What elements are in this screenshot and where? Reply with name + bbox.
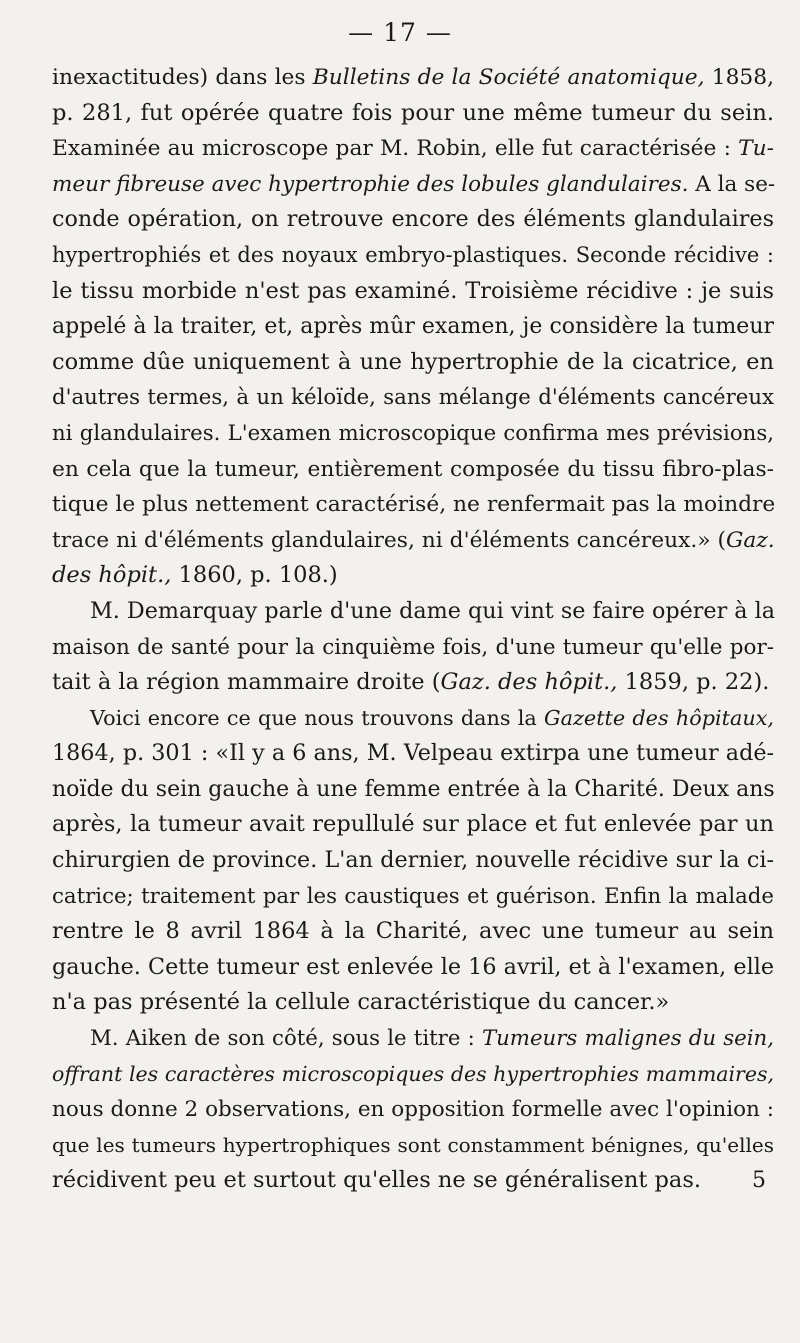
italic-text: Bulletins de la Société anatomique, — [312, 65, 705, 90]
text-line — [52, 843, 774, 879]
text-run: A la se- — [688, 171, 776, 197]
text-line — [52, 487, 774, 523]
italic-text: des hôpit., — [52, 562, 172, 589]
text-run: inexactitudes) dans les — [52, 65, 313, 90]
italic-text: Gaz. — [725, 527, 775, 553]
text-run: que les tumeurs hypertrophiques sont constamment bénignes, qu'elles — [52, 1132, 774, 1157]
text-line — [52, 558, 774, 594]
text-line — [52, 736, 774, 772]
italic-text: meur fibreuse avec hypertrophie des lobules glandulaires. — [52, 171, 689, 197]
text-line — [52, 950, 774, 986]
text-run: n'a pas présenté la cellule caractéristique du cancer.» — [52, 989, 670, 1016]
text-line — [52, 416, 774, 452]
text-line — [52, 701, 774, 737]
text-run: nous donne 2 observations, en opposition formelle avec l'opinion : — [52, 1097, 774, 1123]
text-run: trace ni d'éléments glandulaires, ni d'éléments cancéreux.» ( — [52, 527, 726, 553]
text-run: récidivent peu et surtout qu'elles ne se généralisent pas. — [52, 1167, 702, 1194]
text-line — [52, 238, 774, 274]
text-run: 1860, p. 108.) — [171, 562, 338, 589]
text-line — [52, 772, 774, 808]
text-line — [52, 452, 774, 488]
text-run: tait à la région mammaire droite ( — [52, 669, 441, 696]
text-line — [52, 1021, 774, 1057]
text-line — [52, 807, 774, 843]
text-run: ni glandulaires. L'examen microscopique confirma mes prévisions, — [52, 420, 774, 446]
text-line — [52, 1128, 774, 1164]
text-run: 1859, p. 22). — [617, 669, 770, 696]
page-number: — 17 — — [348, 18, 452, 47]
text-run: catrice; traitement par les caustiques et guérison. Enfin la malade — [52, 883, 774, 909]
italic-text: offrant les caractères microscopiques des hypertrophies mammaires, — [52, 1061, 774, 1086]
text-line — [52, 60, 774, 96]
text-line — [52, 523, 774, 559]
text-run: après, la tumeur avait repullulé sur place et fut enlevée par un — [52, 811, 774, 838]
italic-text: Tu- — [738, 136, 774, 162]
text-run: Examinée au microscope par M. Robin, elle fut caractérisée : — [52, 136, 739, 162]
italic-text: Gazette des hôpitaux, — [544, 705, 774, 730]
text-run: maison de santé pour la cinquième fois, d'une tumeur qu'elle por- — [52, 634, 774, 660]
text-run: rentre le 8 avril 1864 à la Charité, avec une tumeur au sein — [52, 918, 774, 945]
text-line — [52, 167, 774, 203]
text-line — [52, 594, 774, 630]
text-run: M. Demarquay parle d'une dame qui vint se faire opérer à la — [90, 597, 776, 624]
text-run: le tissu morbide n'est pas examiné. Troisième récidive : je suis — [52, 277, 774, 304]
text-line — [52, 879, 774, 915]
text-line — [52, 309, 774, 345]
text-run: 1864, p. 301 : «Il y a 6 ans, M. Velpeau extirpa une tumeur adé- — [52, 740, 774, 767]
text-line — [52, 380, 774, 416]
text-run: en cela que la tumeur, entièrement composée du tissu fibro-plas- — [52, 456, 774, 482]
text-run: tique le plus nettement caractérisé, ne renfermait pas la moindre — [52, 492, 776, 518]
text-run: d'autres termes, à un kéloïde, sans mélange d'éléments cancéreux — [52, 385, 774, 411]
text-line — [52, 274, 774, 310]
text-line — [52, 345, 774, 381]
text-line — [52, 1092, 774, 1128]
italic-text: Tumeurs malignes du sein, — [481, 1026, 774, 1052]
text-run: p. 281, fut opérée quatre fois pour une même tumeur du sein. — [52, 99, 774, 126]
text-line — [52, 96, 774, 132]
text-run: noïde du sein gauche à une femme entrée à la Charité. Deux ans — [52, 776, 775, 802]
italic-text: Gaz. des hôpit., — [440, 669, 618, 696]
text-line — [52, 985, 774, 1021]
text-run: 1858, — [704, 65, 774, 90]
text-line — [52, 914, 774, 950]
text-line — [52, 630, 774, 666]
text-line — [52, 1057, 774, 1093]
text-run: appelé à la traiter, et, après mûr examen, je considère la tumeur — [52, 314, 774, 340]
text-line — [52, 202, 774, 238]
text-run: Voici encore ce que nous trouvons dans la — [90, 705, 545, 730]
signature-mark: 5 — [752, 1168, 766, 1193]
text-run: hypertrophiés et des noyaux embryo-plastiques. Seconde récidive : — [52, 242, 774, 267]
text-run: M. Aiken de son côté, sous le titre : — [90, 1026, 482, 1052]
text-run: gauche. Cette tumeur est enlevée le 16 avril, et à l'examen, elle — [52, 953, 774, 980]
text-line — [52, 1163, 774, 1199]
text-run: comme dûe uniquement à une hypertrophie de la cicatrice, en — [52, 348, 774, 375]
text-run: chirurgien de province. L'an dernier, nouvelle récidive sur la ci- — [52, 847, 774, 874]
body-text — [52, 60, 774, 1199]
text-run: conde opération, on retrouve encore des éléments glandulaires — [52, 206, 774, 233]
text-line — [52, 131, 774, 167]
text-line — [52, 665, 774, 701]
